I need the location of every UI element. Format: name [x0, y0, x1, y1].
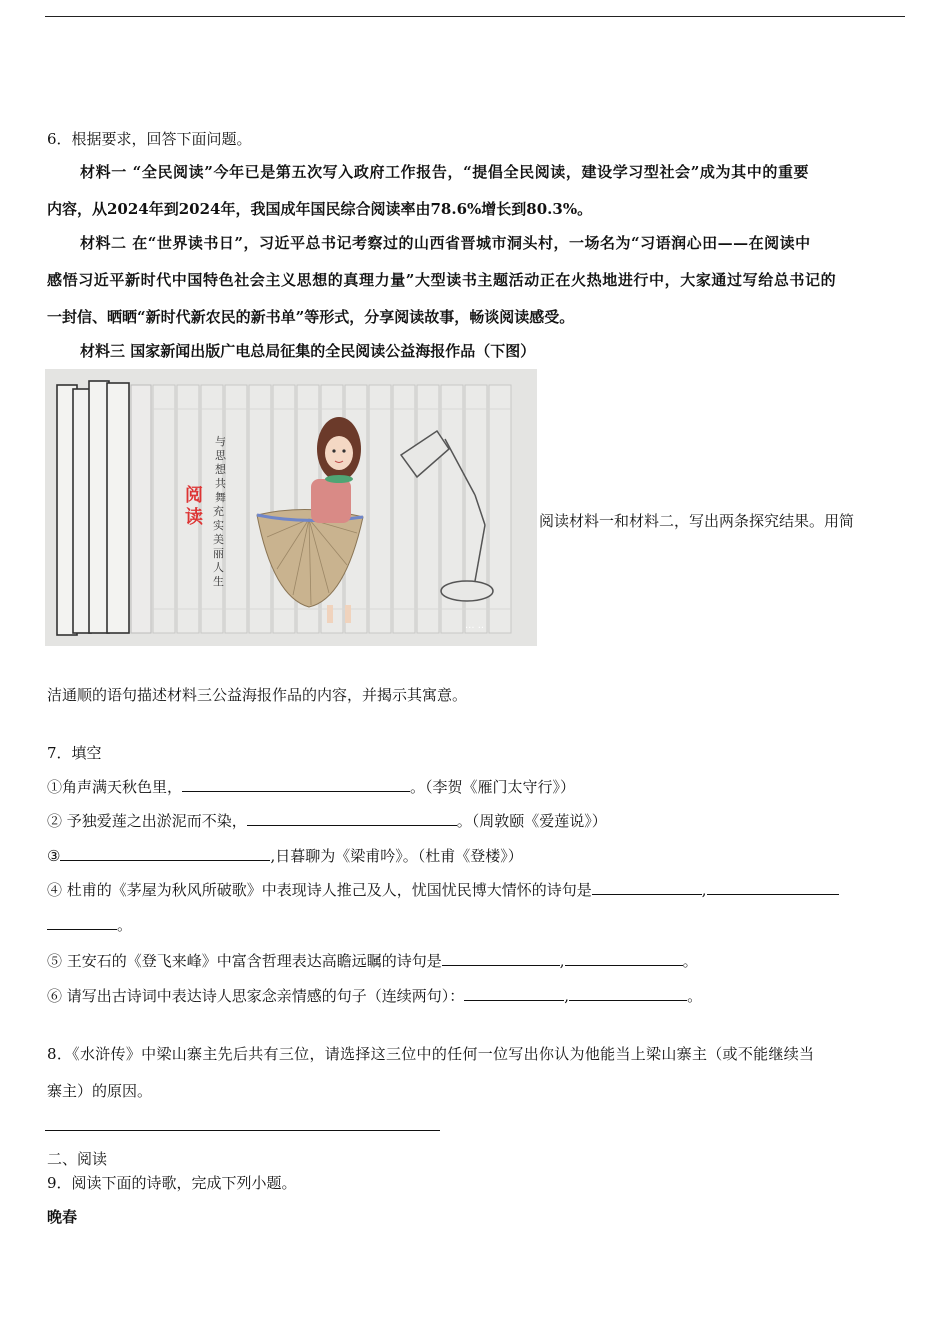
q7-item6-comma: ,: [564, 987, 570, 1005]
q7-item4-cont: [47, 914, 132, 935]
q7-item3-prefix: ③: [47, 847, 61, 865]
poster-title-char: 读: [185, 507, 203, 528]
poster-slogan-char: 与: [215, 435, 226, 448]
q7-item3: [47, 845, 523, 866]
q7-item1-blank[interactable]: [182, 776, 410, 792]
q6-task-right: 阅读材料一和材料二，写出两条探究结果。用简: [539, 512, 855, 530]
q7-item5-blank1[interactable]: [442, 950, 560, 966]
header-rule: [45, 16, 905, 17]
q6-material2-line2: 感悟习近平新时代中国特色社会主义思想的真理力量”大型读书主题活动正在火热地进行中，大家通过写给总书记的: [47, 271, 837, 289]
poster-illustration: [45, 369, 537, 646]
q7-item3-suffix: ,日暮聊为《梁甫吟》。（杜甫《登楼》）: [270, 847, 523, 865]
poster-title-char: 阅: [185, 485, 203, 506]
q7-item6: [47, 985, 702, 1006]
q6-material3: 材料三 国家新闻出版广电总局征集的全民阅读公益海报作品（下图）: [80, 342, 536, 360]
poster-slogan-char: 想: [215, 463, 226, 476]
poster-slogan-char: 美: [213, 533, 224, 546]
q7-item5: [47, 950, 698, 971]
q6-title: 6．根据要求，回答下面问题。: [47, 130, 252, 148]
q7-item5-prefix: ⑤ 王安石的《登飞来峰》中富含哲理表达高瞻远瞩的诗句是: [47, 952, 442, 970]
q9-title: 9．阅读下面的诗歌，完成下列小题。: [47, 1174, 297, 1192]
svg-text:··· ··: ··· ··: [465, 623, 485, 634]
q7-item4-blank2[interactable]: [707, 879, 839, 895]
q7-item2: [47, 810, 607, 831]
q6-material1-line2: 内容，从2024年到2024年，我国成年国民综合阅读率由78.6%增长到80.3%。: [47, 200, 593, 218]
q7-item2-suffix: 。（周敦颐《爱莲说》）: [456, 812, 607, 830]
poster-slogan-char: 生: [213, 575, 224, 588]
poster-slogan-char: 共: [215, 477, 226, 490]
poster-slogan-char: 充: [213, 505, 224, 518]
q7-item5-blank2[interactable]: [565, 950, 683, 966]
q7-item4-end: 。: [117, 916, 133, 934]
poster-slogan-char: 舞: [215, 491, 226, 504]
q8-line2: 寨主）的原因。: [47, 1082, 153, 1100]
q7-item5-end: 。: [682, 952, 698, 970]
section2-heading: 二、阅读: [47, 1150, 108, 1168]
q7-item1-prefix: ①角声满天秋色里，: [47, 778, 183, 796]
q7-item2-blank[interactable]: [247, 810, 457, 826]
q7-item5-comma: ,: [559, 952, 565, 970]
q7-item2-prefix: ② 予独爱莲之出淤泥而不染，: [47, 812, 247, 830]
q7-item6-end: 。: [687, 987, 703, 1005]
q6-material1-line1: 材料一 “全民阅读”今年已是第五次写入政府工作报告，“提倡全民阅读，建设学习型社会”成为其中的重要: [80, 163, 810, 181]
q7-item3-blank[interactable]: [60, 845, 270, 861]
q7-item1-suffix: 。（李贺《雁门太守行》）: [410, 778, 576, 796]
poster-slogan-col1: [215, 435, 227, 505]
q7-item4-prefix: ④ 杜甫的《茅屋为秋风所破歌》中表现诗人推己及人，忧国忧民博大情怀的诗句是: [47, 881, 592, 899]
poem-title: 晚春: [47, 1208, 78, 1226]
q7-item6-blank1[interactable]: [464, 985, 564, 1001]
poster-slogan-char: 丽: [213, 547, 224, 560]
q8-answer-line[interactable]: [45, 1130, 440, 1131]
q6-material2-line3: 一封信、晒晒“新时代新农民的新书单”等形式，分享阅读故事，畅谈阅读感受。: [47, 308, 575, 326]
q7-title: 7．填空: [47, 744, 102, 762]
q7-item6-prefix: ⑥ 请写出古诗词中表达诗人思家念亲情感的句子（连续两句）：: [47, 987, 465, 1005]
poster-slogan-char: 人: [213, 561, 224, 574]
q8-line1: 8．《水浒传》中梁山寨主先后共有三位，请选择这三位中的任何一位写出你认为他能当上梁山寨主（或不能继续当: [47, 1045, 815, 1063]
q6-material2-line1: 材料二 在“世界读书日”，习近平总书记考察过的山西省晋城市洞头村，一场名为“习语润心田——在阅读中: [80, 234, 811, 252]
q7-item6-blank2[interactable]: [569, 985, 687, 1001]
q7-item4-blank1[interactable]: [592, 879, 702, 895]
q6-task-continued: 洁通顺的语句描述材料三公益海报作品的内容，并揭示其寓意。: [47, 686, 468, 704]
poster-title-vertical: [185, 485, 205, 529]
q7-item4-blank3[interactable]: [47, 914, 117, 930]
q7-item4: [47, 879, 839, 900]
poster-slogan-char: 实: [213, 519, 224, 532]
reading-poster-image: [45, 369, 537, 646]
poster-slogan-char: 思: [215, 449, 226, 462]
poster-slogan-col2: [213, 505, 225, 589]
q7-item1: [47, 776, 575, 797]
q7-item4-comma: ,: [701, 881, 707, 899]
